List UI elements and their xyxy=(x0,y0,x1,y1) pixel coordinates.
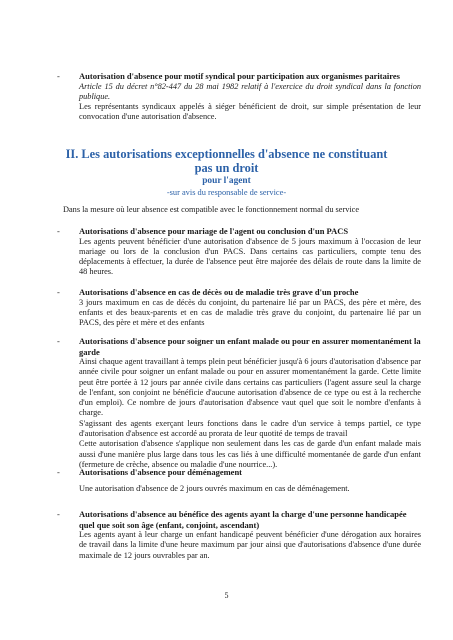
section-title: II. Les autorisations exceptionnelles d'absence ne constituant pas un droit xyxy=(65,147,388,175)
item-text: Cette autorisation d'absence s'applique non seulement dans les cas de garde d'un enfant malade mais aussi d'une manière plus large dans tous les cas liés à une difficulté momentanée de garde d'un enfant (fermeture de crèche, absence ou maladie d'une nourrice...). xyxy=(79,439,421,469)
list-dash: - xyxy=(57,467,60,477)
item-title: Autorisations d'absence pour soigner un enfant malade ou pour en assurer momentanément la garde xyxy=(79,336,421,357)
section-title-line2: pour l'agent xyxy=(202,176,251,186)
item-text: Ainsi chaque agent travaillant à temps plein peut bénéficier jusqu'à 6 jours d'autorisation d'absence par année civile pour soigner un enfant malade ou pour en assurer momentanément la garde. Cette limite peut être portée à 12 jours par année civile dans certains cas particuliers (l'agent assure seul la charge de l'enfant, son conjoint ne bénéficie d'aucune autorisation d'absence de ce type ou est à la recherche d'un emploi). Ce nombre de jours d'autorisation d'absence vaut quel que soit le nombre d'enfants à charge. xyxy=(79,357,421,418)
item-text: S'agissant des agents exerçant leurs fonctions dans le cadre d'un service à temps partiel, ce type d'autorisation d'absence est accordé au prorata de leur quotité de temps de travail xyxy=(79,418,421,439)
item-title: Autorisations d'absence au bénéfice des agents ayant la charge d'une personne handicapée quel que soit son âge (enfant, conjoint, ascendant) xyxy=(79,509,407,530)
list-dash: - xyxy=(57,336,60,346)
item-title: Autorisations d'absence pour mariage de l'agent ou conclusion d'un PACS xyxy=(79,226,349,236)
list-item-deces xyxy=(57,287,421,328)
list-item-demenagement xyxy=(57,467,421,494)
list-item-enfant-malade xyxy=(57,336,421,470)
item-text: Les agents ayant à leur charge un enfant handicapé peuvent bénéficier d'une dérogation aux horaires de travail dans la limite d'une heure maximum par jour ainsi que d'autorisations d'absence d'une durée maximale de 12 jours ouvrables par an. xyxy=(79,530,421,560)
list-item-syndical xyxy=(57,71,421,123)
item-text: Une autorisation d'absence de 2 jours ouvrés maximum en cas de déménagement. xyxy=(79,483,350,493)
item-title: Autorisations d'absence en cas de décès ou de maladie très grave d'un proche xyxy=(79,287,359,297)
list-dash: - xyxy=(57,71,60,81)
legal-reference: Article 15 du décret n°82-447 du 28 mai 1982 relatif à l'exercice du droit syndical dans la fonction publique. xyxy=(79,81,421,101)
item-text: 3 jours maximum en cas de décès du conjoint, du partenaire lié par un PACS, des père et mère, des enfants et des beaux-parents et en cas de maladie très grave du conjoint, du partenaire lié par un PACS, des père et mère et des enfants xyxy=(79,297,421,328)
item-text: Les représentants syndicaux appelés à siéger bénéficient de droit, sur simple présentation de leur convocation d'une autorisation d'absence. xyxy=(79,102,421,122)
item-text: Les agents peuvent bénéficier d'une autorisation d'absence de 5 jours maximum à l'occasion de leur mariage ou lors de la conclusion d'un PACS. Dans certains cas particuliers, compte tenu des déplacements à effectuer, la durée de l'absence peut être majorée des délais de route dans la limite de 48 heures. xyxy=(79,236,421,277)
item-title: Autorisation d'absence pour motif syndical pour participation aux organismes paritaires xyxy=(79,71,400,81)
section-subtitle: -sur avis du responsable de service- xyxy=(166,188,287,197)
list-item-handicap xyxy=(57,509,421,561)
intro-text: Dans la mesure où leur absence est compatible avec le fonctionnement normal du service xyxy=(63,205,360,214)
page-number: 5 xyxy=(224,591,229,600)
list-dash: - xyxy=(57,509,60,519)
item-title: Autorisations d'absence pour déménagement xyxy=(79,467,242,477)
list-dash: - xyxy=(57,287,60,297)
section-heading xyxy=(60,147,393,198)
list-dash: - xyxy=(57,226,60,236)
list-item-mariage xyxy=(57,226,421,278)
